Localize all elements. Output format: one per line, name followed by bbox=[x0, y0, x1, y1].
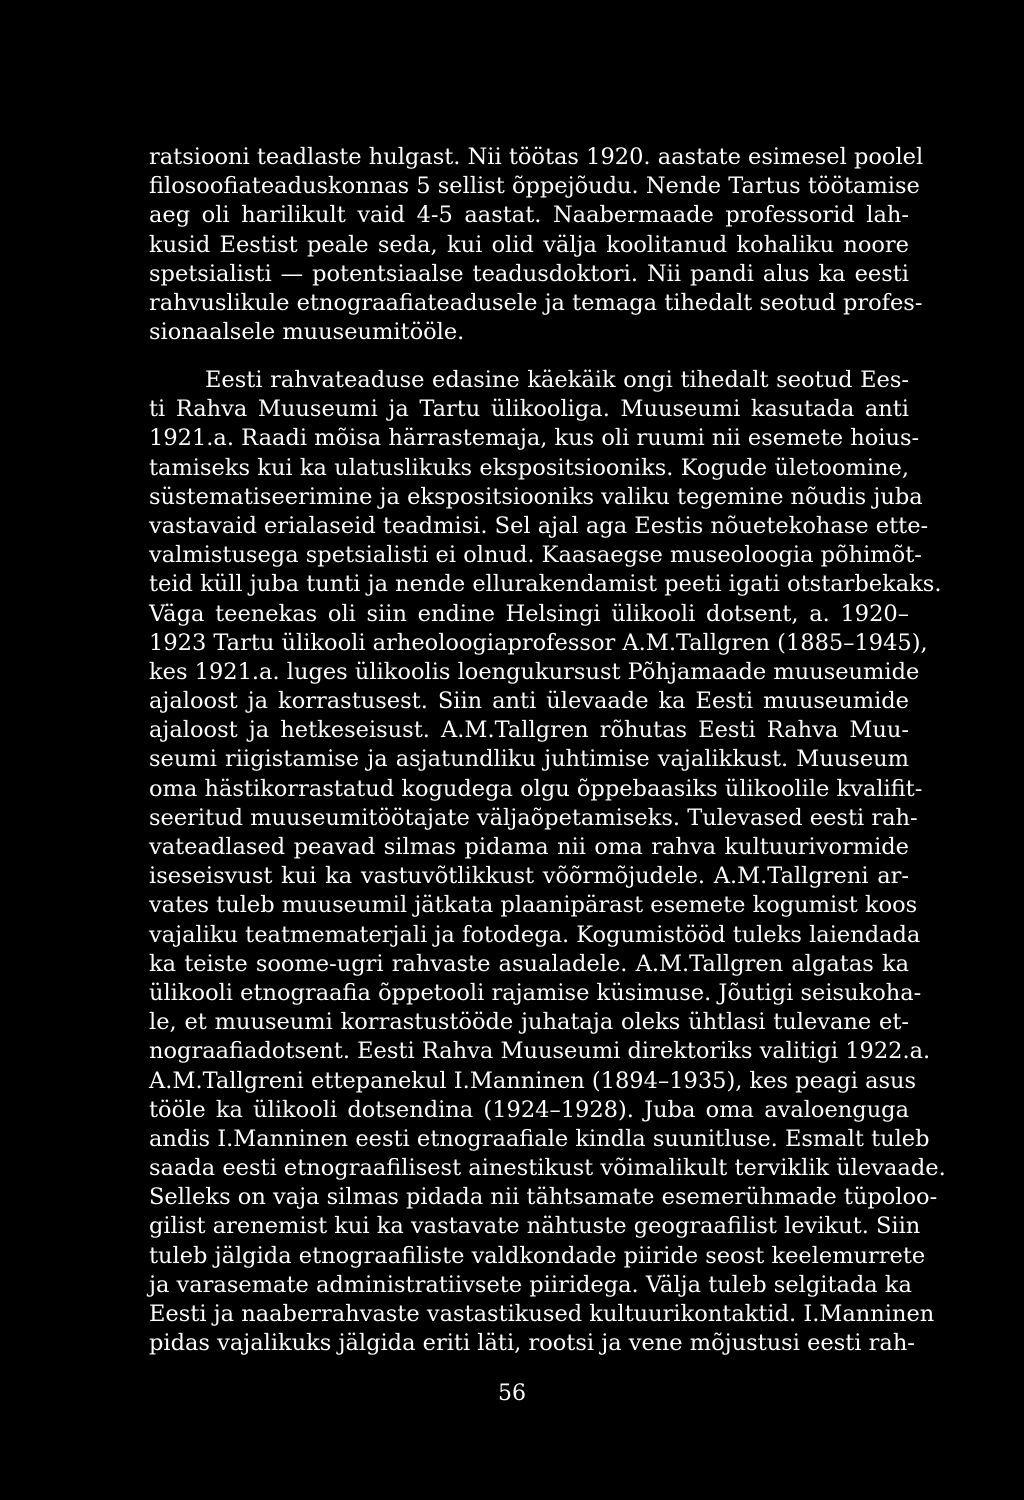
text-line: pidas vajalikuks jälgida eriti läti, rootsi ja vene mõjustusi eesti rah- bbox=[149, 1330, 915, 1357]
text-line: Väga teenekas oli siin endine Helsingi ülikooli dotsent, a. 1920– bbox=[149, 600, 909, 627]
text-line: kes 1921.a. luges ülikoolis loengukursust Põhjamaade muuseumide bbox=[149, 658, 920, 685]
text-line: tuleb jälgida etnograafiliste valdkondade piiride seost keelemurrete bbox=[149, 1242, 926, 1269]
text-line: tööle ka ülikooli dotsendina (1924–1928). Juba oma avaloenguga bbox=[149, 1096, 909, 1123]
paragraph-1 bbox=[149, 143, 924, 347]
page-number: 56 bbox=[498, 1381, 526, 1406]
text-line: spetsialisti — potentsiaalse teadusdoktori. Nii pandi alus ka eesti bbox=[149, 260, 909, 287]
text-line: 1921.a. Raadi mõisa härrastemaja, kus oli ruumi nii esemete hoius- bbox=[149, 425, 920, 452]
text-line: vastavaid erialaseid teadmisi. Sel ajal aga Eestis nõuetekohase ette- bbox=[149, 512, 929, 539]
text-line: sionaalsele muuseumitööle. bbox=[149, 319, 465, 346]
text-line: seumi riigistamise ja asjatundliku juhtimise vajalikkust. Muuseum bbox=[149, 746, 909, 773]
text-line: le, et muuseumi korrastustööde juhataja oleks ühtlasi tulevane et- bbox=[149, 1009, 909, 1036]
text-line: Eesti rahvateaduse edasine käekäik ongi tihedalt seotud Ees- bbox=[205, 367, 909, 393]
text-line: Selleks on vaja silmas pidada nii tähtsamate esemerühmade tüpoloo- bbox=[149, 1184, 938, 1211]
text-line: vajaliku teatmematerjali ja fotodega. Kogumistööd tuleks laiendada bbox=[149, 921, 921, 948]
text-line: ti Rahva Muuseumi ja Tartu ülikooliga. Muuseumi kasutada anti bbox=[149, 396, 909, 423]
text-line: A.M.Tallgreni ettepanekul I.Manninen (1894–1935), kes peagi asus bbox=[149, 1067, 917, 1094]
text-line: Eesti ja naaberrahvaste vastastikused kultuurikontaktid. I.Manninen bbox=[149, 1301, 935, 1327]
text-line: ülikooli etnograafia õppetooli rajamise küsimuse. Jõutigi seisukoha- bbox=[149, 979, 922, 1006]
text-line: iseseisvust kui ka vastuvõtlikkust võõrmõjudele. A.M.Tallgreni ar- bbox=[149, 863, 909, 890]
text-line: ratsiooni teadlaste hulgast. Nii töötas 1920. aastate esimesel poolel bbox=[149, 144, 924, 170]
text-line: vates tuleb muuseumil jätkata plaanipärast esemete kogumist koos bbox=[149, 892, 918, 919]
text-line: 1923 Tartu ülikooli arheoloogiaprofessor A.M.Tallgren (1885–1945), bbox=[149, 629, 928, 656]
text-line: teid küll juba tunti ja nende ellurakendamist peeti igati otstarbekaks. bbox=[149, 571, 942, 598]
text-line: süstematiseerimine ja ekspositsiooniks valiku tegemine nõudis juba bbox=[149, 483, 923, 510]
paragraph-2 bbox=[149, 366, 946, 1358]
text-line: tamiseks kui ka ulatuslikuks ekspositsiooniks. Kogude ületoomine, bbox=[149, 454, 909, 481]
text-line: rahvuslikule etnograafiateadusele ja temaga tihedalt seotud profes- bbox=[149, 289, 923, 316]
text-line: oma hästikorrastatud kogudega olgu õppebaasiks ülikoolile kvalifit- bbox=[149, 775, 923, 802]
text-line: ajaloost ja hetkeseisust. A.M.Tallgren rõhutas Eesti Rahva Muu- bbox=[149, 717, 909, 744]
text-line: kusid Eestist peale seda, kui olid välja koolitanud kohaliku noore bbox=[149, 231, 909, 258]
text-line: valmistusega spetsialisti ei olnud. Kaasaegse museoloogia põhimõt- bbox=[149, 542, 922, 569]
text-line: gilist arenemist kui ka vastavate nähtuste geograafilist levikut. Siin bbox=[149, 1213, 921, 1240]
text-line: ja varasemate administratiivsete piiridega. Välja tuleb selgitada ka bbox=[149, 1271, 912, 1298]
text-line: nograafiadotsent. Eesti Rahva Muuseumi direktoriks valitigi 1922.a. bbox=[149, 1038, 931, 1065]
text-line: ajaloost ja korrastusest. Siin anti ülevaade ka Eesti muuseumide bbox=[149, 688, 909, 715]
text-line: aeg oli harilikult vaid 4-5 aastat. Naabermaade professorid lah- bbox=[149, 202, 909, 229]
text-line: seeritud muuseumitöötajate väljaõpetamiseks. Tulevased eesti rah- bbox=[149, 804, 918, 831]
text-line: andis I.Manninen eesti etnograafiale kindla suunitluse. Esmalt tuleb bbox=[149, 1125, 930, 1152]
text-line: filosoofiateaduskonnas 5 sellist õppejõudu. Nende Tartus töötamise bbox=[149, 173, 920, 200]
text-line: ka teiste soome-ugri rahvaste asualadele. A.M.Tallgren algatas ka bbox=[149, 950, 909, 977]
text-line: saada eesti etnograafilisest ainestikust võimalikult terviklik ülevaade. bbox=[149, 1155, 946, 1182]
text-line: vateadlased peavad silmas pidama nii oma rahva kultuurivormide bbox=[149, 834, 909, 860]
